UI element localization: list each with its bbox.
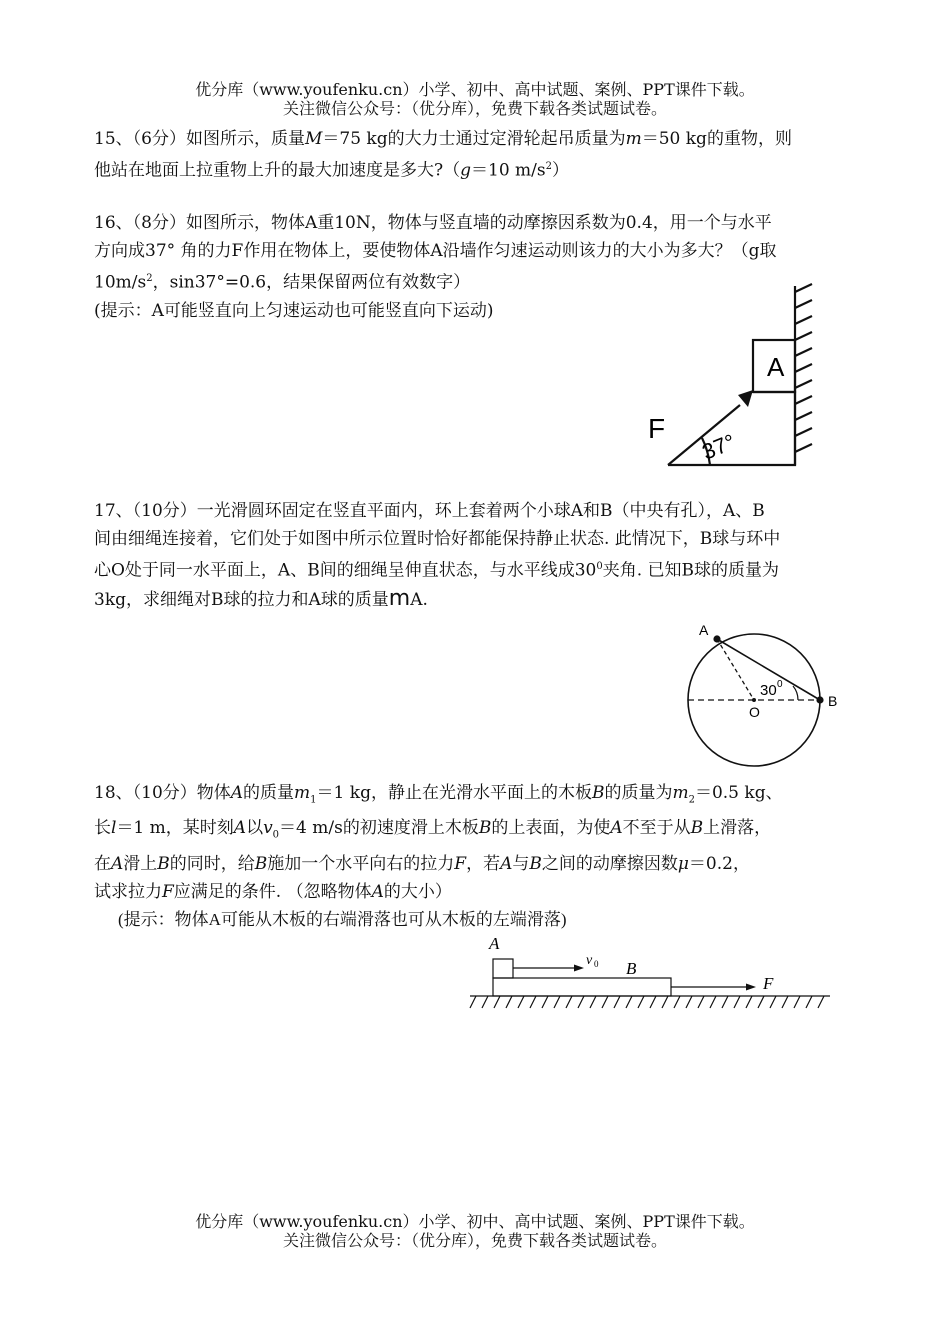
label-o: O: [749, 704, 760, 720]
label-b: B: [828, 693, 838, 709]
board-b: [493, 978, 671, 996]
q16-line-1: 16、（8分）如图所示，物体A重10N，物体与竖直墙的动摩擦因系数为0.4，用一个与水平: [94, 213, 772, 233]
ball-b: [816, 696, 823, 703]
angle-30-label: 30: [760, 682, 777, 699]
q18-line-2: 长l＝1 m，某时刻A以$v_0=4$ m/s的初速度滑上木板B的上表面，为使A不至于从B上滑落，: [94, 818, 772, 841]
q17-line-1: 17、（10分）一光滑圆环固定在竖直平面内，环上套着两个小球A和B（中央有孔），A、B: [94, 501, 765, 521]
q18-line-3: 在A滑上B的同时，给B施加一个水平向右的拉力F，若A与B之间的动摩擦因数μ＝0.2，: [94, 853, 750, 874]
block-a-label: A: [767, 352, 785, 382]
q18-figure: [466, 930, 836, 1016]
label-f: F: [763, 974, 774, 993]
q16-line-2: 方向成37° 角的力F作用在物体上，要使物体A沿墙作匀速运动则该力的大小为多大？（g取: [94, 241, 777, 261]
header-line-1: 优分库（www.youfenku.cn）小学、初中、高中试题、案例、PPT课件下载。: [195, 80, 755, 99]
q18-hint: (提示：物体A可能从木板的右端滑落也可从木板的左端滑落): [118, 909, 567, 929]
q16-hint: (提示：A可能竖直向上匀速运动也可能竖直向下运动): [94, 300, 494, 321]
angle-label: 37°: [698, 428, 739, 465]
velocity-arrow-head: [574, 965, 584, 972]
footer: [0, 1212, 950, 1250]
header: [0, 80, 950, 118]
q18-line-1: 18、（10分）物体A的质量$m_1=1$ kg，静止在光滑水平面上的木板B的质量为$m_2=0.5$ kg、: [94, 783, 783, 806]
q18-line-4: 试求拉力F应满足的条件. （忽略物体A的大小）: [94, 881, 452, 902]
q16-figure: [640, 282, 830, 472]
q17-line-3: 心O处于同一水平面上，A、B间的细绳呈伸直状态，与水平线成$30^0$夹角. 已知B球的质量为: [94, 560, 780, 581]
label-a: A: [489, 934, 500, 953]
footer-line-2: 关注微信公众号：（优分库），免费下载各类试题试卷。: [282, 1231, 667, 1250]
question-17: [94, 497, 874, 614]
q15-line-1: 15、（6分）如图所示，质量M＝75 kg的大力士通过定滑轮起吊质量为m＝50 kg的重物，则: [94, 129, 792, 149]
block-a: [493, 959, 513, 978]
label-b: B: [626, 959, 637, 978]
q15-line-2: 他站在地面上拉重物上升的最大加速度是多大?（g＝10 $m/s^2$）: [94, 160, 569, 181]
q17-line-4: 3kg，求细绳对B球的拉力和A球的质量mA.: [94, 585, 428, 611]
force-arrow-head-f: [746, 984, 756, 991]
label-v-sub: 0: [594, 959, 599, 969]
center-o: [752, 698, 756, 702]
question-18: [94, 779, 874, 934]
label-a: A: [699, 622, 709, 638]
q16-line-3: $10m/s^2$，sin37°=0.6，结果保留两位有效数字）: [94, 272, 471, 293]
header-line-2: 关注微信公众号：（优分库），免费下载各类试题试卷。: [282, 99, 667, 118]
question-15: [94, 125, 874, 185]
q17-line-2: 间由细绳连接着，它们处于如图中所示位置时恰好都能保持静止状态. 此情况下，B球与环中: [94, 529, 781, 549]
angle-degree-mark: 0: [777, 679, 783, 690]
force-arrow-head: [738, 390, 753, 407]
q17-figure: [680, 618, 860, 768]
force-f-label: F: [648, 413, 666, 444]
ball-a: [713, 635, 720, 642]
footer-line-1: 优分库（www.youfenku.cn）小学、初中、高中试题、案例、PPT课件下载。: [195, 1212, 755, 1231]
label-v: v: [586, 953, 593, 968]
